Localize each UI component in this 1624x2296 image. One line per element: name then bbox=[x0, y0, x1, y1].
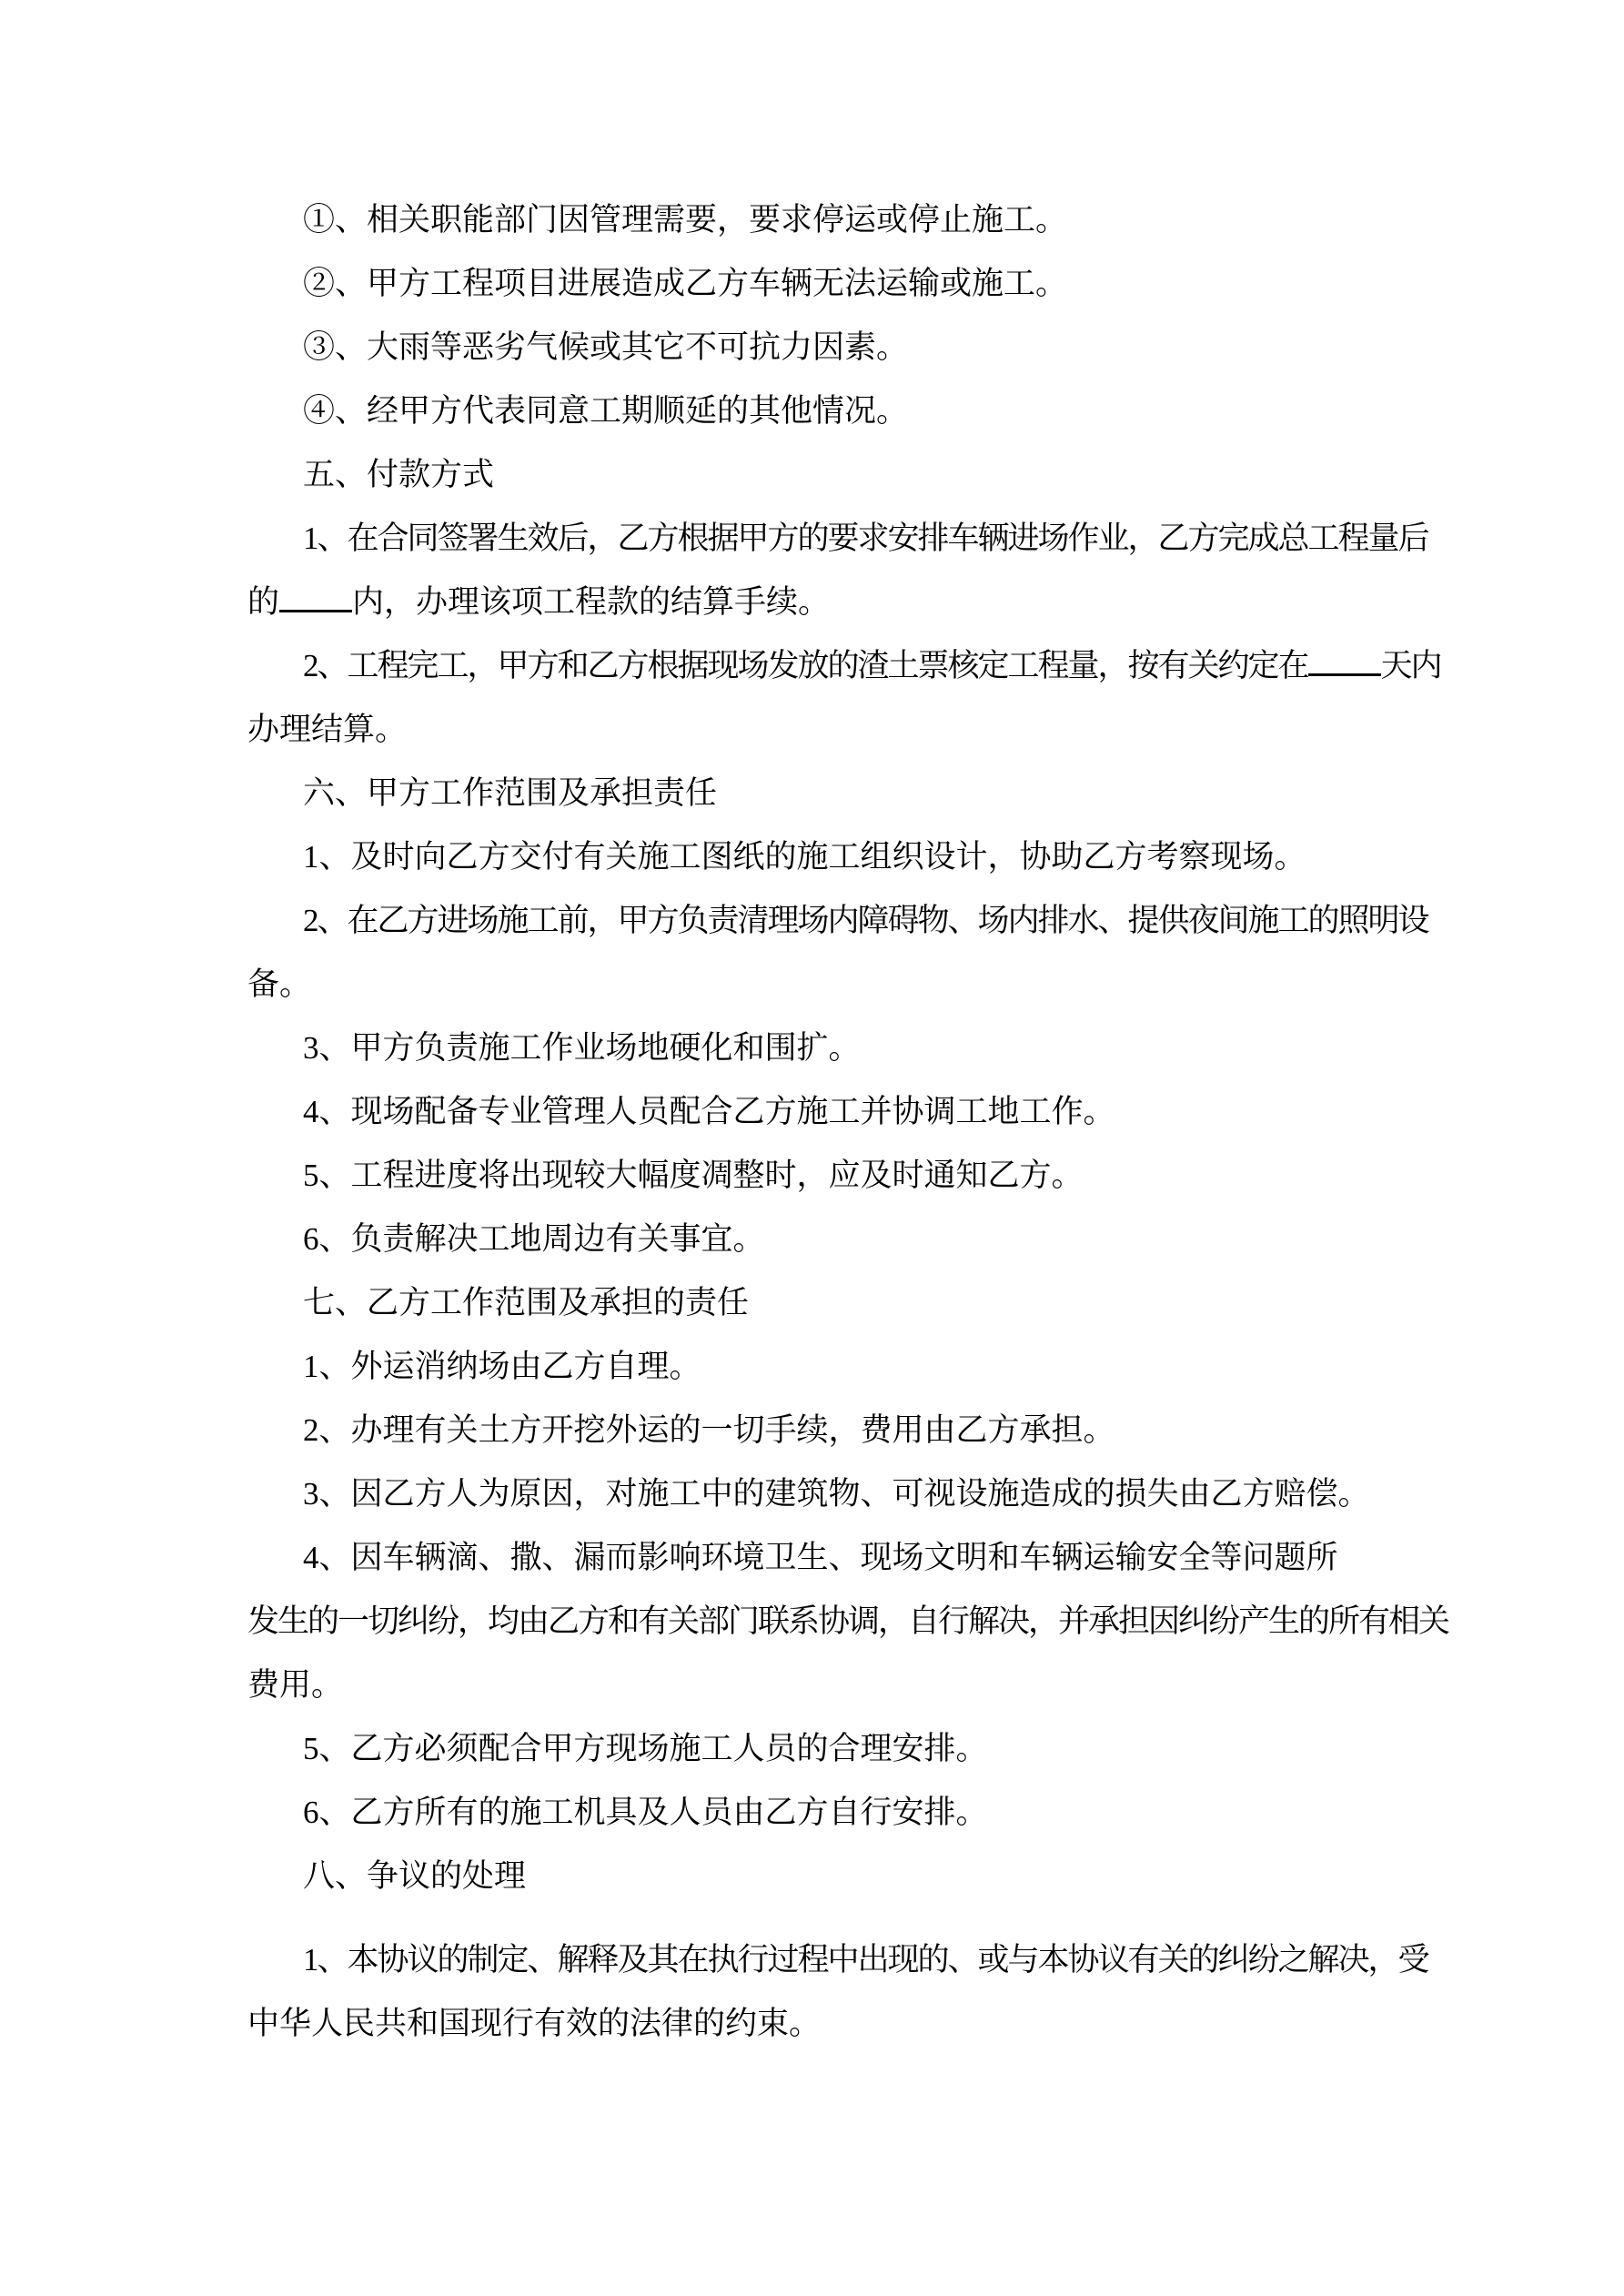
text-run: 2、办理有关土方开挖外运的一切手续，费用由乙方承担。 bbox=[303, 1412, 1115, 1448]
text-run: 6、乙方所有的施工机具及人员由乙方自行安排。 bbox=[303, 1795, 988, 1830]
text-line bbox=[247, 1271, 1377, 1335]
text-run: ④、经甲方代表同意工期顺延的其他情况。 bbox=[303, 393, 909, 429]
text-run: 2、在乙方进场施工前，甲方负责清理场内障碍物、场内排水、提供夜间施工的照明设 bbox=[303, 903, 1428, 938]
text-line bbox=[247, 1144, 1377, 1208]
text-line bbox=[247, 1017, 1377, 1080]
fill-in-blank bbox=[1308, 646, 1381, 676]
text-run: 办理结算。 bbox=[247, 712, 408, 747]
text-line bbox=[247, 1717, 1377, 1781]
text-run: 发生的一切纠纷，均由乙方和有关部门联系协调，自行解决，并承担因纠纷产生的所有相关 bbox=[247, 1603, 1449, 1639]
text-run: 七、乙方工作范围及承担的责任 bbox=[303, 1285, 750, 1320]
text-line bbox=[247, 507, 1428, 571]
text-line bbox=[247, 1208, 1377, 1271]
text-run: 6、负责解决工地周边有关事宜。 bbox=[303, 1221, 765, 1257]
text-line bbox=[247, 1992, 1377, 2056]
text-line bbox=[247, 953, 1377, 1017]
text-run: ②、甲方工程项目进展造成乙方车辆无法运输或施工。 bbox=[303, 266, 1068, 301]
text-line bbox=[247, 1080, 1377, 1144]
text-run: ③、大雨等恶劣气候或其它不可抗力因素。 bbox=[303, 329, 909, 365]
text-line bbox=[247, 316, 1377, 379]
text-line bbox=[247, 698, 1377, 762]
text-line bbox=[247, 762, 1377, 825]
text-run: 备。 bbox=[247, 966, 312, 1002]
text-run: 1、外运消纳场由乙方自理。 bbox=[303, 1349, 701, 1384]
text-line bbox=[247, 379, 1377, 443]
contract-text-body bbox=[247, 188, 1449, 2056]
text-line bbox=[247, 443, 1377, 507]
text-run: ①、相关职能部门因管理需要，要求停运或停止施工。 bbox=[303, 202, 1068, 238]
text-line bbox=[247, 1462, 1377, 1526]
text-line bbox=[247, 1845, 1377, 1908]
text-run: 3、甲方负责施工作业场地硬化和围扩。 bbox=[303, 1030, 861, 1066]
text-run: 中华人民共和国现行有效的法律的约束。 bbox=[247, 2006, 822, 2041]
text-line bbox=[247, 1526, 1377, 1590]
text-line bbox=[247, 571, 1377, 634]
text-run: 八、争议的处理 bbox=[303, 1858, 527, 1894]
text-line bbox=[247, 889, 1428, 953]
text-run: 六、甲方工作范围及承担责任 bbox=[303, 775, 718, 811]
text-run: 费用。 bbox=[247, 1667, 344, 1703]
text-run: 的 bbox=[247, 584, 280, 620]
text-run: 1、及时向乙方交付有关施工图纸的施工组织设计，协助乙方考察现场。 bbox=[303, 839, 1306, 875]
text-run: 2、工程完工，甲方和乙方根据现场发放的渣土票核定工程量，按有关约定在 bbox=[303, 648, 1308, 683]
text-run: 3、因乙方人为原因，对施工中的建筑物、可视设施造成的损失由乙方赔偿。 bbox=[303, 1476, 1370, 1512]
text-run: 4、因车辆滴、撒、漏而影响环境卫生、现场文明和车辆运输安全等问题所 bbox=[303, 1540, 1338, 1575]
text-run: 5、工程进度将出现较大幅度凋整时，应及时通知乙方。 bbox=[303, 1158, 1084, 1193]
text-run: 内，办理该项工程款的结算手续。 bbox=[352, 584, 831, 620]
text-run: 1、本协议的制定、解释及其在执行过程中出现的、或与本协议有关的纠纷之解决，受 bbox=[303, 1942, 1428, 1977]
text-line bbox=[247, 1335, 1377, 1399]
text-line bbox=[247, 1928, 1428, 1992]
text-run: 5、乙方必须配合甲方现场施工人员的合理安排。 bbox=[303, 1731, 988, 1766]
text-line bbox=[247, 252, 1377, 316]
text-line bbox=[247, 1654, 1377, 1717]
text-line bbox=[247, 825, 1377, 889]
text-run: 4、现场配备专业管理人员配合乙方施工并协调工地工作。 bbox=[303, 1094, 1115, 1129]
text-run: 五、付款方式 bbox=[303, 457, 495, 492]
text-line bbox=[247, 1590, 1449, 1654]
text-line bbox=[247, 188, 1377, 252]
text-run: 1、在合同签署生效后，乙方根据甲方的要求安排车辆进场作业，乙方完成总工程量后 bbox=[303, 521, 1428, 556]
text-run: 天内 bbox=[1380, 648, 1441, 683]
text-line bbox=[247, 634, 1441, 698]
text-line bbox=[247, 1781, 1377, 1845]
text-line bbox=[247, 1399, 1377, 1462]
fill-in-blank bbox=[279, 582, 352, 612]
